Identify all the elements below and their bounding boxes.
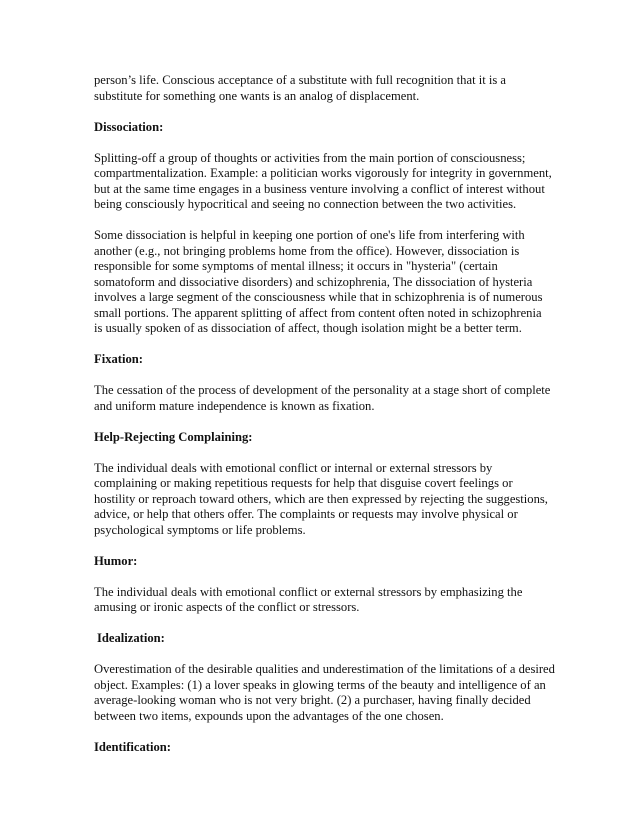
text-line: complaining or making repetitious requests for help that disguise covert feelings or xyxy=(94,476,513,490)
paragraph-help-rejecting-complaining xyxy=(94,461,546,539)
text-line: The individual deals with emotional conflict or internal or external stressors by xyxy=(94,460,493,475)
text-line: between two items, expounds upon the advantages of the one chosen. xyxy=(94,708,444,723)
text-line: Some dissociation is helpful in keeping one portion of one's life from interfering with xyxy=(94,228,525,242)
text-line: small portions. The apparent splitting of affect from content often noted in schizophrenia xyxy=(94,305,542,320)
heading-help-rejecting-complaining: Help-Rejecting Complaining: xyxy=(94,429,253,444)
paragraph-fixation xyxy=(94,383,551,414)
text-line: object. Examples: (1) a lover speaks in glowing terms of the beauty and intelligence of an xyxy=(94,677,546,692)
text-line: amusing or ironic aspects of the conflict or stressors. xyxy=(94,600,360,614)
text-line: psychological symptoms or life problems. xyxy=(94,522,306,537)
heading-idealization: Idealization: xyxy=(97,631,165,645)
paragraph-idealization xyxy=(94,662,555,724)
text-line: Overestimation of the desirable qualities and underestimation of the limitations of a desired xyxy=(94,662,555,676)
paragraph-dissociation-definition xyxy=(94,150,552,213)
text-line: person’s life. Conscious acceptance of a substitute with full recognition that it is a xyxy=(94,73,506,87)
text-line: somatoform and dissociative disorders) and schizophrenia, The dissociation of hysteria xyxy=(94,274,533,289)
heading-fixation: Fixation: xyxy=(94,352,143,366)
heading-humor: Humor: xyxy=(94,553,138,568)
document-body xyxy=(94,73,555,771)
paragraph-displacement-continuation xyxy=(94,73,546,104)
text-line: substitute for something one wants is an analog of displacement. xyxy=(94,88,420,103)
text-line: being consciously hypocritical and seeing no connection between the two activities. xyxy=(94,197,517,211)
paragraph-dissociation-detail xyxy=(94,228,546,337)
heading-identification: Identification: xyxy=(94,739,171,754)
text-line: and uniform mature independence is known as fixation. xyxy=(94,398,375,413)
text-line: hostility or reproach toward others, which are then expressed by rejecting the suggestions, xyxy=(94,491,548,506)
text-line: advice, or help that others offer. The complaints or requests may involve physical or xyxy=(94,507,518,521)
text-line: another (e.g., not bringing problems home from the office). However, dissociation is xyxy=(94,243,520,258)
text-line: Splitting-off a group of thoughts or activities from the main portion of consciousness; xyxy=(94,150,526,165)
text-line: responsible for some symptoms of mental illness; it occurs in "hysteria" (certain xyxy=(94,259,498,273)
text-line: The cessation of the process of development of the personality at a stage short of complete xyxy=(94,383,551,397)
text-line: The individual deals with emotional conflict or external stressors by emphasizing the xyxy=(94,584,523,599)
heading-dissociation: Dissociation: xyxy=(94,119,164,134)
paragraph-humor xyxy=(94,585,546,616)
text-line: but at the same time engages in a business venture involving a conflict of interest without xyxy=(94,181,545,196)
text-line: is usually spoken of as dissociation of affect, though isolation might be a better term. xyxy=(94,321,522,335)
text-line: involves a large segment of the consciousness while that in schizophrenia is of numerous xyxy=(94,290,543,304)
text-line: average-looking woman who is not very bright. (2) a purchaser, having finally decided xyxy=(94,693,531,707)
text-line: compartmentalization. Example: a politician works vigorously for integrity in government, xyxy=(94,166,552,180)
